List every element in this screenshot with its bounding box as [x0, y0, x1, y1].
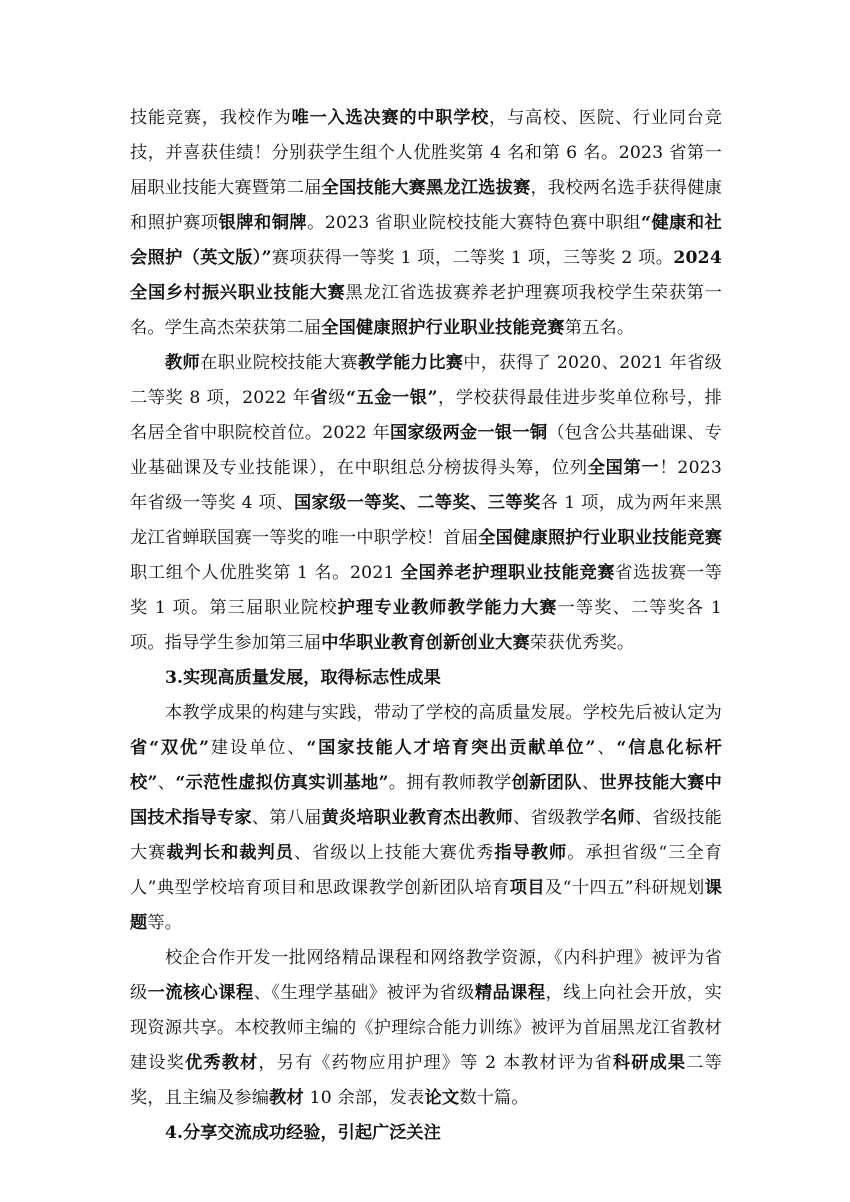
bold-text-segment: 一流核心课程: [147, 983, 254, 1003]
section-heading-4: 4.分享交流成功经验，引起广泛关注: [165, 1123, 441, 1143]
bold-text-segment: 全国技能大赛黑龙江选拔赛: [321, 178, 531, 198]
text-segment: 在职业院校技能大赛: [200, 353, 359, 373]
paragraph-courses-and-textbooks: [130, 941, 722, 1116]
text-segment: 荣获优秀奖。: [529, 633, 635, 653]
text-segment: 、第八届: [251, 808, 322, 828]
text-segment: 、: [595, 738, 617, 758]
text-segment: ，线上向社会开放，实现资源共享。本校教师主编的《护理综合能力训练》被评为首届黑龙江省教材建设奖: [130, 983, 722, 1073]
text-segment: 。承担省级“三全育人”典型学校培育项目和思政课教学创新团队培育: [130, 843, 722, 898]
bold-text-segment: 教师: [165, 353, 201, 373]
bold-text-segment: 省: [310, 388, 329, 408]
bold-text-segment: 黄炎培职业教育杰出教师: [321, 808, 514, 828]
bold-text-segment: “健康和社会照护（英文版）”: [130, 213, 722, 268]
bold-text-segment: 教学能力比赛: [358, 353, 464, 373]
text-segment: ，与高校、医院、行业同台竞技，并喜获佳绩！分别获学生组个人优胜奖第 4 名和第 6 名。2023 省第一届职业技能大赛暨第二届: [130, 108, 722, 198]
text-segment: 二等奖，且主编及参编: [130, 1053, 722, 1108]
text-segment: 。拥有教师教学: [388, 773, 512, 793]
bold-text-segment: 论文: [424, 1088, 460, 1108]
text-segment: ，学校获得最佳进步奖单位称号，排名居全省中职院校首位。2022 年: [130, 388, 723, 443]
text-segment: 数十篇。: [459, 1088, 529, 1108]
text-segment: 建设单位、: [209, 738, 307, 758]
text-segment: 第五名。: [564, 318, 635, 338]
bold-text-segment: “国家技能人才培育突出贡献单位”: [306, 738, 596, 758]
text-segment: 、《生理学基础》被评为省级: [253, 983, 475, 1003]
text-segment: ，我校两名选手获得健康和照护赛项: [130, 178, 723, 233]
text-segment: 本教学成果的构建与实践，带动了学校的高质量发展。学校先后被认定为: [165, 703, 722, 723]
bold-text-segment: 世界技能大赛中国技术指导专家: [130, 773, 723, 828]
bold-text-segment: 项目: [509, 878, 545, 898]
paragraph-school-development: [130, 696, 722, 941]
text-segment: 。2023 省职业院校技能大赛特色赛中职组: [307, 213, 642, 233]
text-segment: 技能竞赛，我校作为: [130, 108, 292, 128]
bold-text-segment: 中华职业教育创新创业大赛: [321, 633, 530, 653]
bold-text-segment: 创新团队: [511, 773, 582, 793]
text-segment: 、省级教学: [513, 808, 601, 828]
bold-text-segment: “信息化标杆校”: [130, 738, 722, 793]
bold-text-segment: 银牌和铜牌: [218, 213, 308, 233]
text-segment: 校企合作开发一批网络精品课程和网络教学资源，《内科护理》被评为省级: [130, 948, 722, 1003]
text-segment: 黑龙江省选拔赛养老护理赛项我校学生荣获第一名。学生高杰荣获第二届: [130, 283, 723, 338]
bold-text-segment: 唯一入选决赛的中职学校: [291, 108, 490, 128]
bold-text-segment: “五金一银”: [346, 388, 438, 408]
bold-text-segment: 全国养老护理职业技能竞赛: [400, 563, 616, 583]
section-heading-3: 3.实现高质量发展，取得标志性成果: [165, 668, 441, 688]
paragraph-student-competitions: [130, 101, 722, 346]
bold-text-segment: 2024 全国乡村振兴职业技能大赛: [130, 248, 722, 303]
text-segment: 各 1 项，成为两年来黑龙江省蝉联国赛一等奖的唯一中职学校！首届: [130, 493, 722, 548]
text-segment: ，另有《药物应用护理》等 2 本教材评为省: [258, 1053, 613, 1073]
text-segment: 赛项获得一等奖 1 项，二等奖 1 项，三等奖 2 项。: [271, 248, 674, 268]
text-segment: 一等奖、二等奖各 1 项。指导学生参加第三届: [130, 598, 723, 653]
bold-text-segment: 指导教师: [494, 843, 568, 863]
text-segment: 、: [157, 773, 176, 793]
document-page: [130, 101, 722, 1151]
bold-text-segment: 全国健康照护行业职业技能竞赛: [478, 528, 722, 548]
bold-text-segment: 国家级两金一银一铜: [390, 423, 548, 443]
bold-text-segment: 精品课程: [474, 983, 546, 1003]
bold-text-segment: 护理专业教师教学能力大赛: [337, 598, 558, 618]
text-segment: 、: [581, 773, 600, 793]
bold-text-segment: 全国第一: [587, 458, 660, 478]
text-segment: 等。: [147, 913, 183, 933]
text-segment: ！2023 年省级一等奖 4 项、: [130, 458, 722, 513]
paragraph-teacher-competitions: [130, 346, 722, 661]
bold-text-segment: 国家级一等奖、二等奖、三等奖: [293, 493, 541, 513]
text-segment: 中，获得了 2020、2021 年省级二等奖 8 项，2022 年: [130, 353, 723, 408]
bold-text-segment: 省“双优”: [130, 738, 210, 758]
bold-text-segment: “示范性虚拟仿真实训基地”: [175, 773, 389, 793]
text-segment: 10 余部，发表: [303, 1088, 425, 1108]
text-segment: 、省级技能大赛: [130, 808, 722, 863]
text-segment: 、省级以上技能大赛优秀: [293, 843, 495, 863]
text-segment: 级: [328, 388, 347, 408]
text-segment: 职工组个人优胜奖第 1 名。2021: [130, 563, 401, 583]
bold-text-segment: 教材: [269, 1088, 304, 1108]
bold-text-segment: 科研成果: [612, 1053, 687, 1073]
bold-text-segment: 全国健康照护行业职业技能竞赛: [321, 318, 565, 338]
text-segment: （包含公共基础课、专业基础课及专业技能课），在中职组总分榜拔得头筹，位列: [130, 423, 722, 478]
text-segment: 及“十四五”科研规划: [545, 878, 705, 898]
text-segment: 省选拔赛一等奖 1 项。第三届职业院校: [130, 563, 723, 618]
bold-text-segment: 裁判长和裁判员: [166, 843, 294, 863]
bold-text-segment: 优秀教材: [185, 1053, 259, 1073]
bold-text-segment: 课题: [130, 878, 722, 933]
bold-text-segment: 名师: [600, 808, 635, 828]
